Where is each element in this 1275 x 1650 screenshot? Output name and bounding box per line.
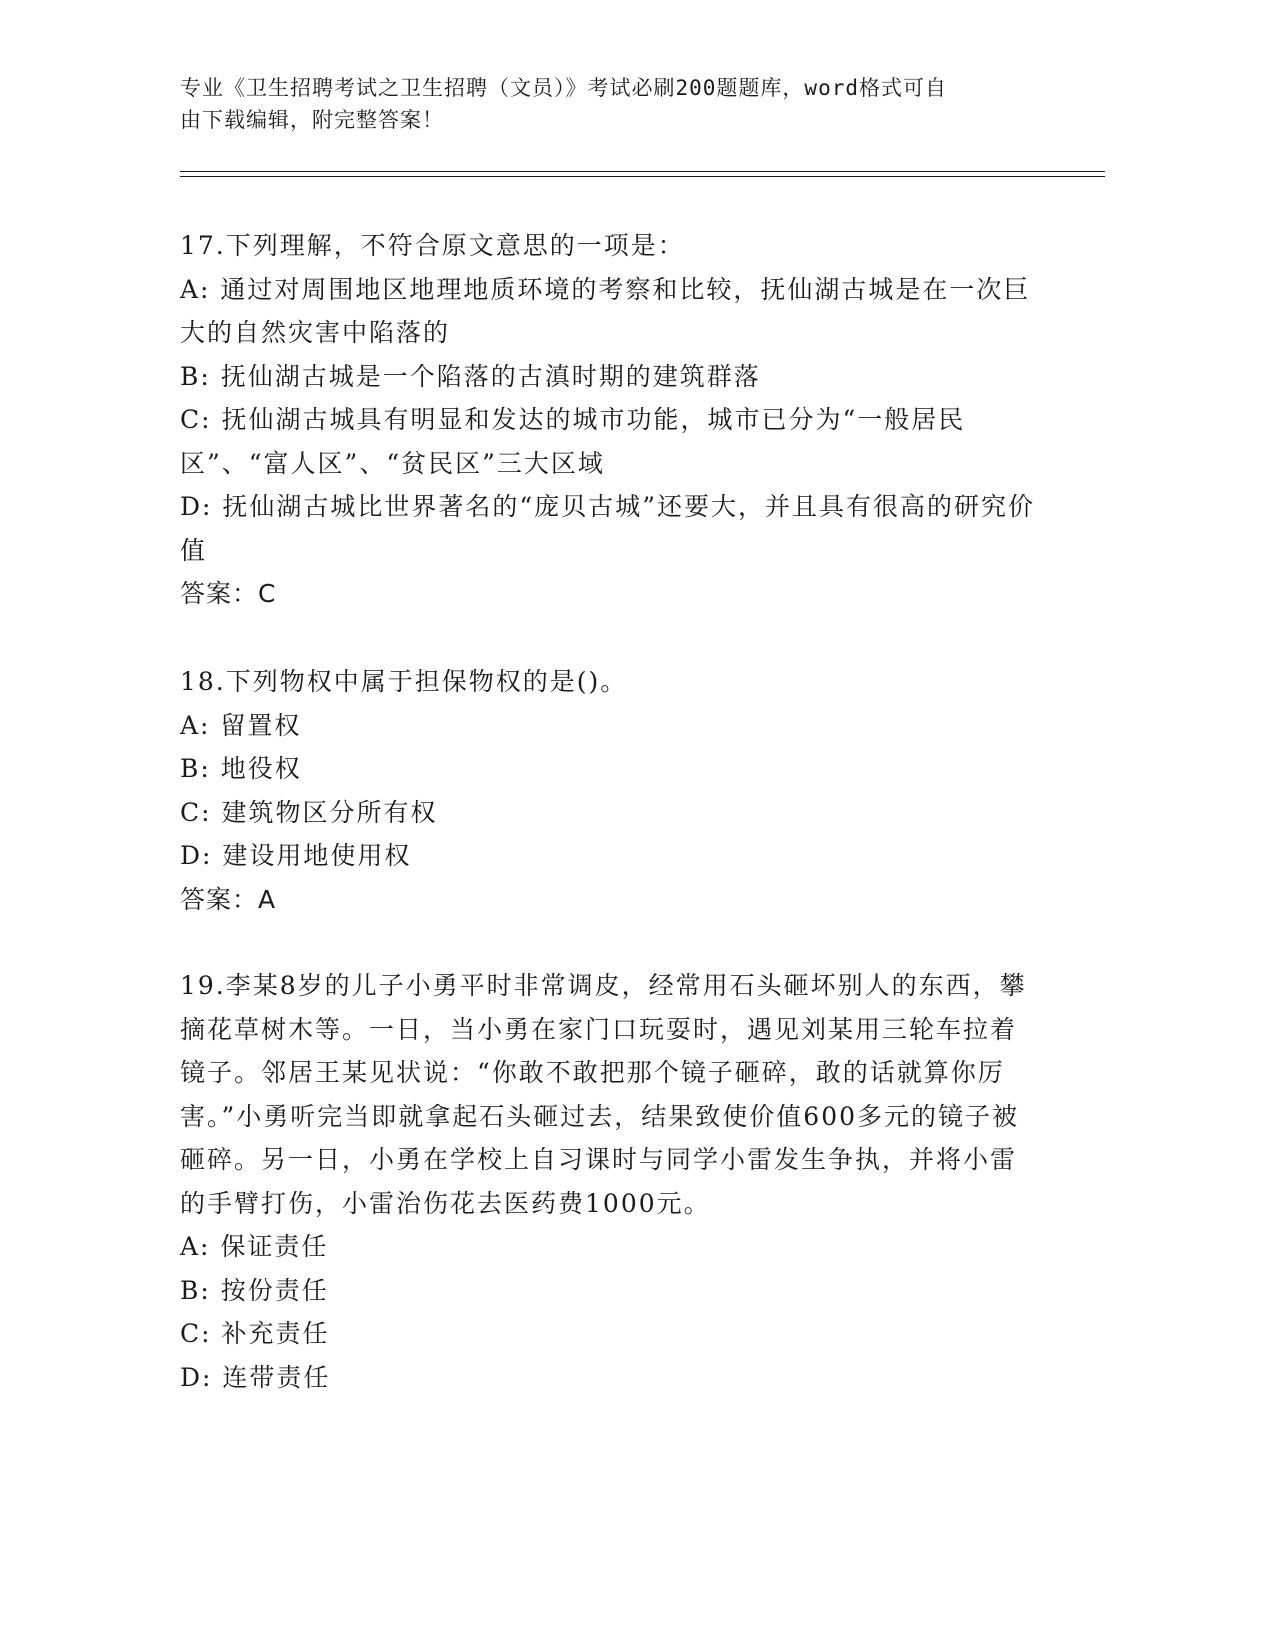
header-divider-bottom <box>180 176 1105 177</box>
option-d: D: 建设用地使用权 <box>180 841 412 870</box>
option-c: C: 抚仙湖古城具有明显和发达的城市功能，城市已分为“一般居民区”、“富人区”、“贫民区”三大区域 <box>180 405 966 478</box>
option-b: B: 抚仙湖古城是一个陷落的古滇时期的建筑群落 <box>180 361 761 391</box>
option-a: A: 留置权 <box>180 710 302 740</box>
option-b: B: 按份责任 <box>180 1275 329 1305</box>
option-d: D: 连带责任 <box>180 1362 331 1392</box>
question-19 <box>180 964 1040 1399</box>
question-17 <box>180 224 1040 616</box>
document-header <box>180 72 1040 136</box>
header-line-1: 专业《卫生招聘考试之卫生招聘（文员）》考试必刷200题题库，word格式可自 <box>180 76 947 100</box>
question-stem: 18.下列物权中属于担保物权的是()。 <box>180 667 628 696</box>
option-a: A: 通过对周围地区地理地质环境的考察和比较，抚仙湖古城是在一次巨大的自然灾害中陷落的 <box>180 274 1031 347</box>
header-divider-top <box>180 171 1105 172</box>
option-d: D: 抚仙湖古城比世界著名的“庞贝古城”还要大，并且具有很高的研究价值 <box>180 492 1035 565</box>
question-18 <box>180 660 1040 921</box>
answer: 答案：C <box>180 579 277 608</box>
option-a: A: 保证责任 <box>180 1232 329 1261</box>
option-c: C: 建筑物区分所有权 <box>180 797 438 827</box>
option-b: B: 地役权 <box>180 754 302 783</box>
question-stem: 17.下列理解，不符合原文意思的一项是： <box>180 231 685 260</box>
question-stem: 19.李某8岁的儿子小勇平时非常调皮，经常用石头砸坏别人的东西，攀摘花草树木等。一日，当小勇在家门口玩耍时，遇见刘某用三轮车拉着镜子。邻居王某见状说：“你敢不敢把那个镜子砸碎，敢的话就算你厉害。”小勇听完当即就拿起石头砸过去，结果致使价值600多元的镜子被砸碎。另一日，小勇在学校上自习课时与同学小雷发生争执，并将小雷的手臂打伤，小雷治伤花去医药费1000元。 <box>180 971 1027 1218</box>
option-c: C: 补充责任 <box>180 1319 330 1348</box>
answer: 答案：A <box>180 884 277 914</box>
header-line-2: 由下载编辑，附完整答案！ <box>180 108 444 132</box>
